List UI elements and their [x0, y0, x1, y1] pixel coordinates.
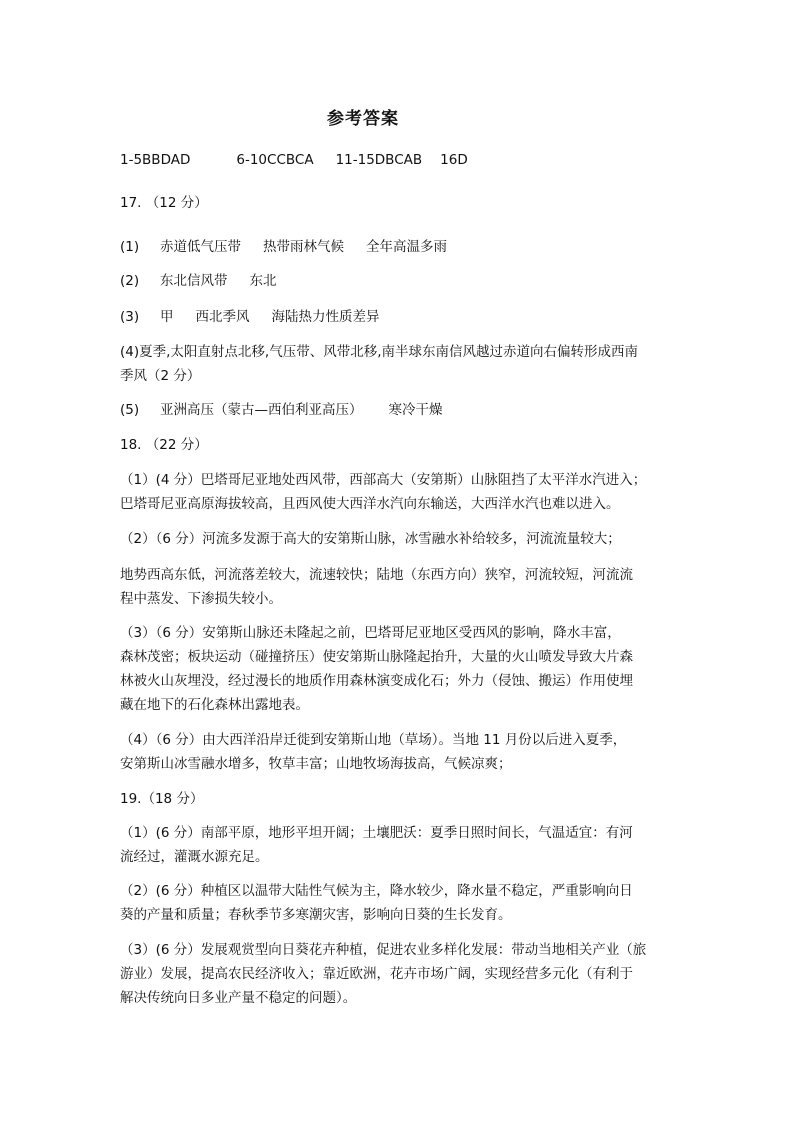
q19-part-2-line-1: （2）(6 分）种植区以温带大陆性气候为主，降水较少，降水量不稳定，严重影响向日 [120, 883, 633, 899]
mc-answers-6-10: 6-10CCBCA [236, 152, 314, 168]
q17-part-3 [120, 305, 680, 329]
q19-part-3-line-3: 解决传统向日多业产量不稳定的问题）。 [120, 990, 357, 1006]
q17-part-5 [120, 398, 680, 422]
q17-part-1 [120, 235, 680, 259]
q18-part-1-line-1: （1）(4 分）巴塔哥尼亚地处西风带，西部高大（安第斯）山脉阻挡了太平洋水汽进入； [120, 472, 647, 488]
q19-part-3-line-2: 游业）发展，提高农民经济收入；靠近欧洲，花卉市场广阔，实现经营多元化（有利于 [120, 966, 633, 982]
q17-part-3-number: (3) [120, 309, 140, 325]
mc-answers-11-15: 11-15DBCAB [335, 152, 423, 168]
mc-answers-1-5: 1-5BBDAD [120, 152, 191, 168]
q18-part-2-line-2: 地势西高东低，河流落差较大，流速较快；陆地（东西方向）狭窄，河流较短，河流流 [120, 567, 633, 583]
q17-part-5-answer-a: 亚洲高压（蒙古—西伯利亚高压） [160, 402, 363, 418]
q18-part-3-line-3: 林被火山灰埋没，经过漫长的地质作用森林演变成化石；外力（侵蚀、搬运）作用使埋 [120, 673, 633, 689]
q18-part-3-line-2: 森林茂密；板块运动（碰撞挤压）使安第斯山脉隆起抬升，大量的火山喷发导致大片森 [120, 649, 633, 665]
q17-part-3-answer-c: 海陆热力性质差异 [271, 309, 380, 325]
q17-part-2 [120, 269, 680, 293]
q17-part-1-number: (1) [120, 239, 140, 255]
q19-part-1-line-1: （1）(6 分）南部平原，地形平坦开阔；土壤肥沃：夏季日照时间长，气温适宜：有河 [120, 825, 633, 841]
q19-heading: 19.（18 分） [120, 791, 204, 807]
q17-part-5-answer-b: 寒冷干燥 [388, 402, 443, 418]
q17-part-4-line-2: 季风（2 分） [120, 368, 201, 384]
q19-part-1-line-2: 流经过，灌溉水源充足。 [120, 849, 269, 865]
q18-heading: 18. （22 分） [120, 437, 208, 453]
q17-part-4-line-1: (4)夏季,太阳直射点北移,气压带、风带北移,南半球东南信风越过赤道向右偏转形成西南 [120, 344, 638, 360]
q18-part-3-line-1: （3）（6 分）安第斯山脉还未隆起之前，巴塔哥尼亚地区受西风的影响，降水丰富， [120, 625, 621, 641]
q17-part-2-answer-b: 东北 [249, 273, 277, 289]
multiple-choice-answers [120, 148, 680, 172]
q17-heading: 17. （12 分） [120, 195, 208, 211]
q17-part-5-number: (5) [120, 402, 140, 418]
q18-part-4-line-1: （4）（6 分）由大西洋沿岸迁徙到安第斯山地（草场）。当地 11 月份以后进入夏季， [120, 732, 627, 748]
mc-answers-16: 16D [440, 152, 468, 168]
q18-part-3-line-4: 藏在地下的石化森林出露地表。 [120, 697, 309, 713]
q17-part-3-answer-a: 甲 [160, 309, 174, 325]
q17-part-2-answer-a: 东北信风带 [160, 273, 228, 289]
q19-part-2-line-2: 葵的产量和质量；春秋季节多寒潮灾害，影响向日葵的生长发育。 [120, 907, 512, 923]
q18-part-1-line-2: 巴塔哥尼亚高原海拔较高，且西风使大西洋水汽向东输送，大西洋水汽也难以进入。 [120, 496, 620, 512]
q17-part-1-answer-c: 全年高温多雨 [366, 239, 447, 255]
q18-part-2-line-1: （2）（6 分）河流多发源于高大的安第斯山脉，冰雪融水补给较多，河流流量较大； [120, 531, 621, 547]
q17-part-3-answer-b: 西北季风 [195, 309, 250, 325]
q17-part-1-answer-a: 赤道低气压带 [160, 239, 241, 255]
q18-part-2-line-3: 程中蒸发、下渗损失较小。 [120, 591, 282, 607]
page-title: 参考答案 [327, 109, 399, 129]
q19-part-3-line-1: （3）(6 分）发展观赏型向日葵花卉种植，促进农业多样化发展：带动当地相关产业（旅 [120, 942, 647, 958]
q17-part-2-number: (2) [120, 273, 140, 289]
q17-part-1-answer-b: 热带雨林气候 [263, 239, 344, 255]
q18-part-4-line-2: 安第斯山冰雪融水增多，牧草丰富；山地牧场海拔高，气候凉爽； [120, 756, 512, 772]
